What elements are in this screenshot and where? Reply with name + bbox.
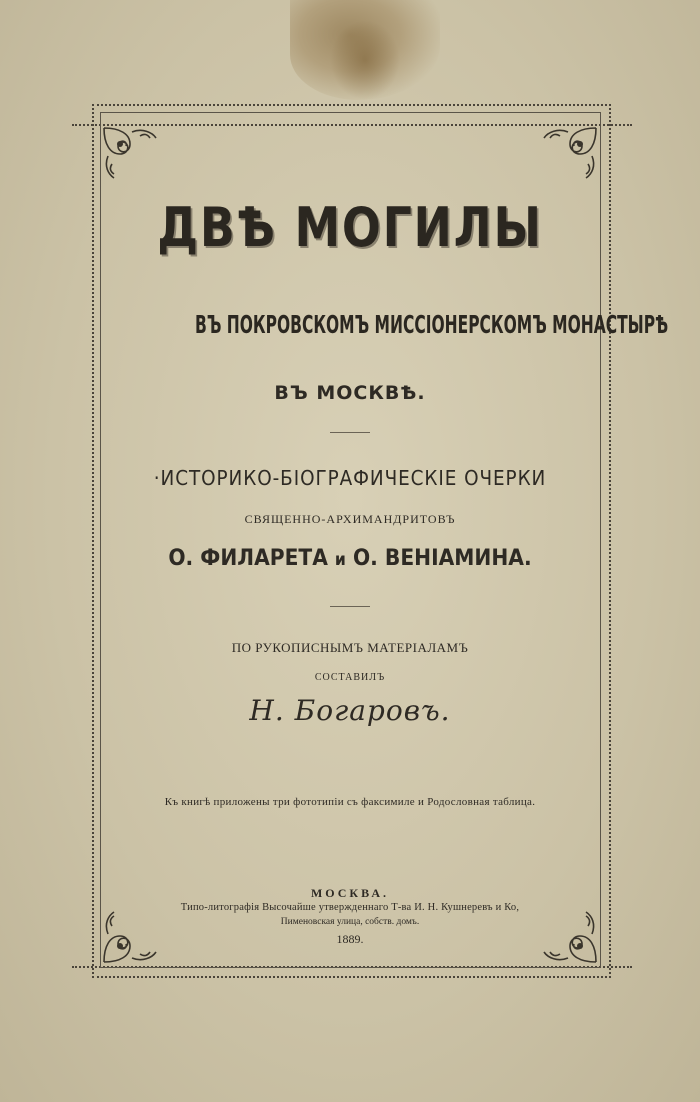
divider: [330, 606, 370, 607]
name-filaret: О. ФИЛАРЕТА: [168, 546, 328, 571]
ornament-corner-icon: [100, 124, 170, 184]
divider: [330, 432, 370, 433]
rank-line: СВЯЩЕННО-АРХИМАНДРИТОВЪ: [244, 512, 456, 526]
name-veniamin: О. ВЕНІАМИНА.: [352, 546, 532, 571]
appendix-note: Къ книгѣ приложены три фототипіи съ факсимиле и Родословная таблица.: [164, 796, 536, 808]
names-line: [120, 546, 580, 571]
imprint-city: МОСКВА.: [310, 886, 390, 900]
imprint-address: Пименовская улица, собств. домъ.: [280, 917, 420, 927]
page-title: ДВѢ МОГИЛЫ: [157, 196, 543, 259]
compiled-label: СОСТАВИЛЪ: [314, 672, 386, 683]
subtitle-city: ВЪ МОСКВѢ.: [274, 382, 426, 404]
imprint-year: 1889.: [336, 932, 364, 946]
ornament-corner-icon: [530, 124, 600, 184]
essays-heading: ·ИСТОРИКО-БІОГРАФИЧЕСКІЕ ОЧЕРКИ: [153, 466, 547, 490]
materials-line: ПО РУКОПИСНЫМЪ МАТЕРІАЛАМЪ: [231, 640, 469, 655]
conjunction: и: [334, 550, 346, 570]
imprint-press: Типо-литографія Высочайше утвержденнаго Т-ва И. Н. Кушнеревъ и Ко,: [180, 902, 520, 913]
author-name: Н. Богаровъ.: [249, 694, 451, 727]
subtitle-monastery: ВЪ ПОКРОВСКОМЪ МИССІОНЕРСКОМЪ МОНАСТЫРѢ: [195, 310, 669, 339]
water-stain-inner: [330, 20, 400, 100]
